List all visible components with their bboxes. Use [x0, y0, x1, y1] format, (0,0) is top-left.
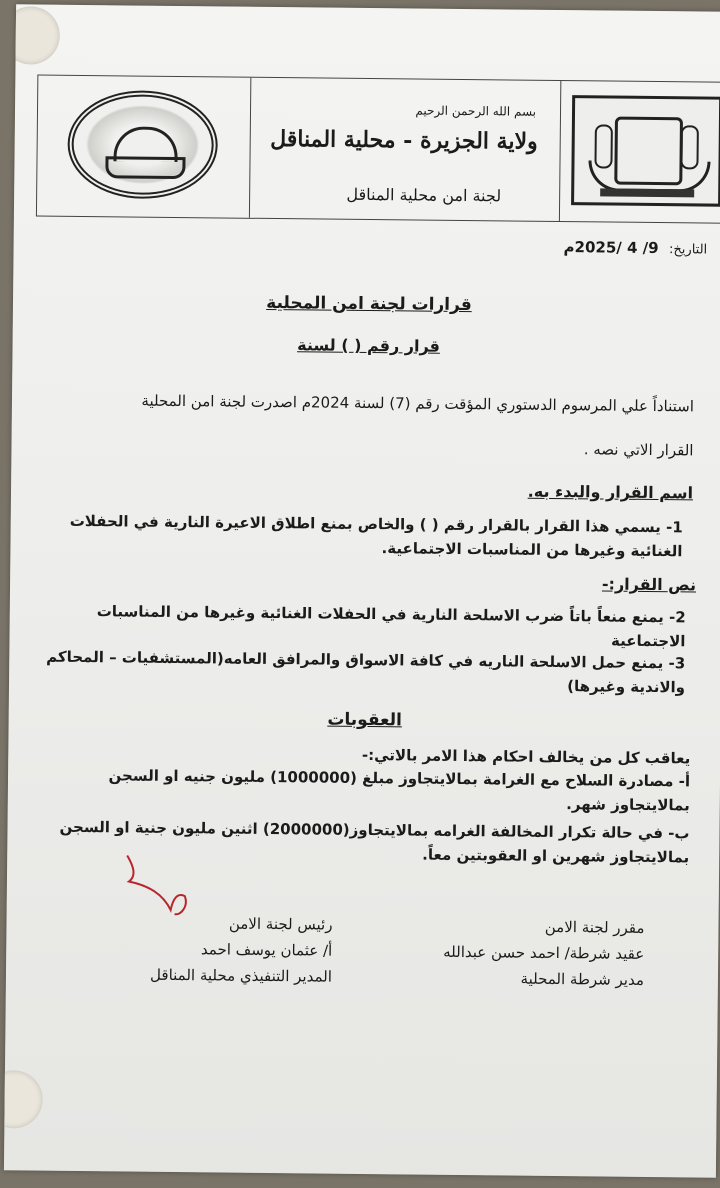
date-value: 9/ 4 /2025م [563, 238, 659, 258]
letterhead-left-logo-cell [37, 76, 251, 218]
date-label: التاريخ: [668, 242, 708, 258]
chair-name: أ/ عثمان يوسف احمد [200, 940, 333, 960]
letterhead [36, 75, 720, 224]
clause-1: 1- يسمي هذا القرار بالقرار رقم ( ) والخاص بمنع اطلاق الاعيرة النارية في الحفلات الغنائية وغيرها من المناسبات الاجتماعية. [69, 511, 683, 561]
rapporteur-title: مقرر لجنة الامن [544, 917, 645, 937]
state-name: ولاية الجزيرة - محلية المناقل [270, 125, 538, 155]
rapporteur-role: مدير شرطة المحلية [520, 969, 645, 989]
rapporteur-name: عقيد شرطة/ احمد حسن عبدالله [443, 942, 645, 963]
letterhead-right-logo-cell [559, 81, 720, 223]
main-title: قرارات لجنة امن المحلية [266, 292, 472, 316]
chair-role: المدير التنفيذي محلية المناقل [150, 965, 333, 986]
intro-paragraph-end: القرار الاتي نصه . [583, 440, 694, 460]
chair-title: رئيس لجنة الامن [228, 914, 333, 934]
clause-2: 2- يمنع منعاً باتاً ضرب الاسلحة النارية في الحفلات الغنائية وغيرها من المناسبات الاجتماعية [96, 602, 686, 651]
letterhead-title-cell [249, 78, 561, 221]
section-heading-name: اسم القرار والبدء به. [527, 481, 694, 503]
penalty-a: أ- مصادرة السلاح مع الغرامة بمالايتجاوز مبلغ (1000000) مليون جنيه او السجن بمالايتجاوز شهر. [108, 766, 691, 815]
punch-hole [4, 1070, 43, 1129]
seal-emblem-icon [67, 90, 218, 200]
decision-number: قرار رقم ( ) لسنة [297, 335, 441, 356]
basmala: بسم الله الرحمن الرحيم [415, 103, 537, 119]
intro-paragraph: استناداً علي المرسوم الدستوري المؤقت رقم (7) لسنة 2024م اصدرت لجنة امن المحلية [141, 391, 695, 416]
clause-3: 3- يمنع حمل الاسلحة الناريه في كافة الاسواق والمرافق العامه(المستشفيات – المحاكم والاندية وغيرها) [46, 647, 686, 697]
punch-hole [4, 6, 60, 65]
penalties-intro: يعاقب كل من يخالف احكام هذا الامر بالاتي:- [361, 745, 691, 768]
signature-block-rapporteur [384, 912, 645, 993]
penalty-b: ب- في حالة تكرار المخالفة الغرامه بمالايتجاوز(2000000) اثنين مليون جنية او السجن بمالايتجاوز شهرين او العقوبتين معاً. [59, 817, 690, 867]
document-date [564, 238, 708, 258]
penalties-heading-wrap [9, 706, 720, 733]
locality-crest-icon [571, 95, 720, 207]
document-page [4, 4, 720, 1177]
section-heading-text: نص القرار:- [601, 574, 697, 595]
committee-name: لجنة امن محلية المناقل [346, 184, 502, 206]
signature-block-chair [102, 909, 333, 989]
penalties-heading: العقوبات [327, 709, 403, 731]
